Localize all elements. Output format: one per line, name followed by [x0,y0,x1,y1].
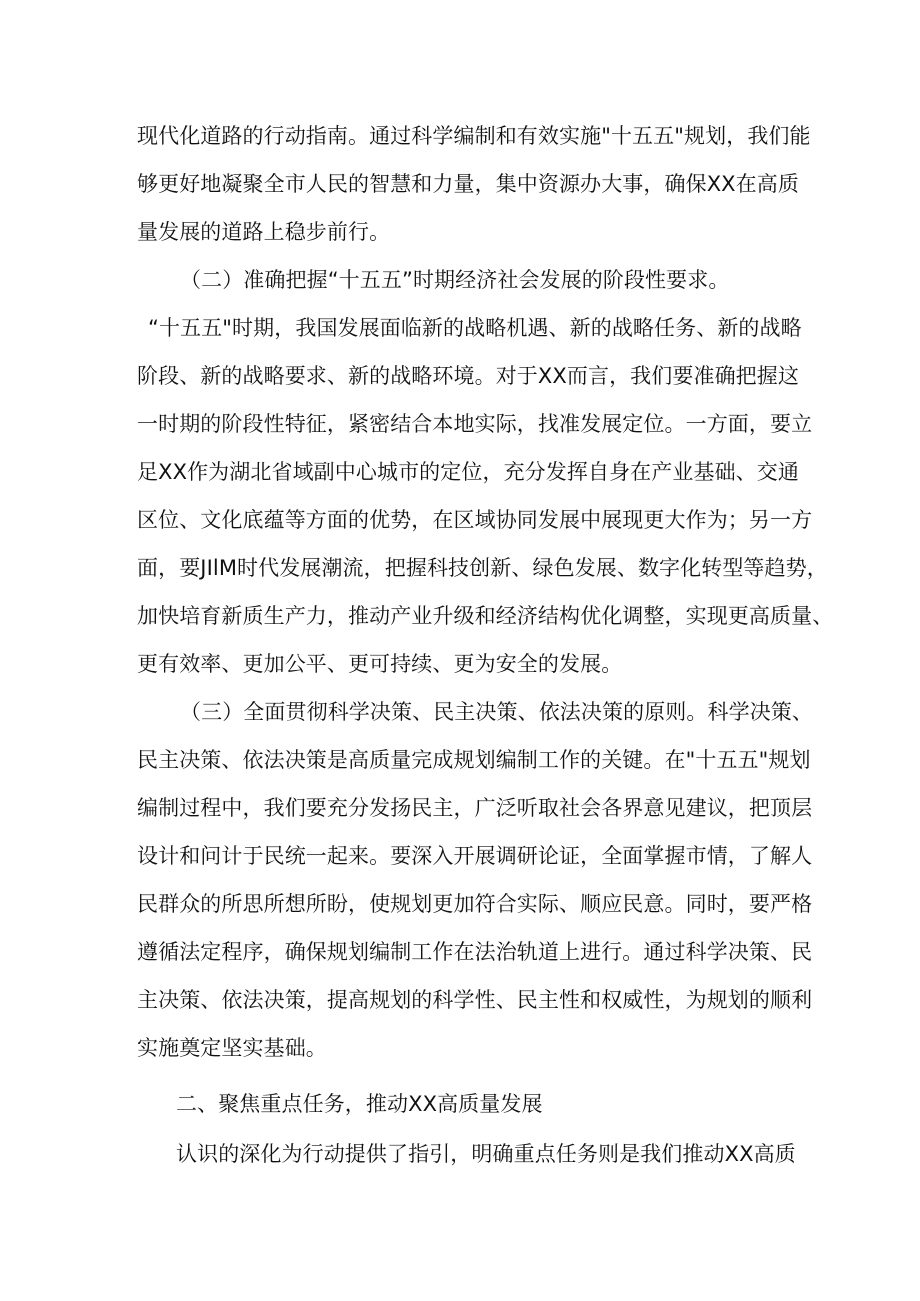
text-line: 面，要JIlM时代发展潮流，把握科技创新、绿色发展、数字化转型等趋势， [137,556,828,580]
text-line: 阶段、新的战略要求、新的战略环境。对于XX而言，我们要准确把握这 [137,364,799,388]
text-line: 加快培育新质生产力，推动产业升级和经济结构优化调整，实现更高质量、 [137,604,834,628]
text-line: 遵循法定程序，确保规划编制工作在法治轨道上进行。通过科学决策、民 [137,940,813,964]
text-line: 足XX作为湖北省域副中心城市的定位，充分发挥自身在产业基础、交通 [137,460,799,484]
chapter-heading: 二、聚焦重点任务，推动XX高质量发展 [176,1092,543,1116]
text-line: 编制过程中，我们要充分发扬民主，广泛听取社会各界意见建议，把顶层 [137,796,813,820]
section-heading: （三）全面贯彻科学决策、民主决策、依法决策的原则。科学决策、 [180,700,813,724]
text-line: 设计和问计于民统一起来。要深入开展调研论证，全面掌握市情，了解人 [137,844,813,868]
text-line: 现代化道路的行动指南。通过科学编制和有效实施"十五五"规划，我们能 [137,124,811,148]
text-line: 够更好地凝聚全市人民的智慧和力量，集中资源办大事，确保XX在高质 [137,172,799,196]
text-line: 民主决策、依法决策是高质量完成规划编制工作的关键。在"十五五"规划 [137,748,811,772]
text-line: 主决策、依法决策，提高规划的科学性、民主性和权威性，为规划的顺利 [137,988,813,1012]
text-line: 量发展的道路上稳步前行。 [137,220,391,244]
text-line: 实施奠定坚实基础。 [137,1036,327,1060]
section-heading: （二）准确把握“十五五”时期经济社会发展的阶段性要求。 [180,268,730,292]
text-line: 区位、文化底蕴等方面的优势，在区域协同发展中展现更大作为；另一方 [137,508,813,532]
text-line: 一时期的阶段性特征，紧密结合本地实际，找准发展定位。一方面，要立 [137,412,813,436]
text-line: 民群众的所思所想所盼，使规划更加符合实际、顺应民意。同时，要严格 [137,892,813,916]
text-line: 认识的深化为行动提供了指引，明确重点任务则是我们推动XX高质 [176,1142,796,1166]
text-line: “十五五"时期，我国发展面临新的战略机遇、新的战略任务、新的战略 [148,316,802,340]
text-line: 更有效率、更加公平、更可持续、更为安全的发展。 [137,652,623,676]
